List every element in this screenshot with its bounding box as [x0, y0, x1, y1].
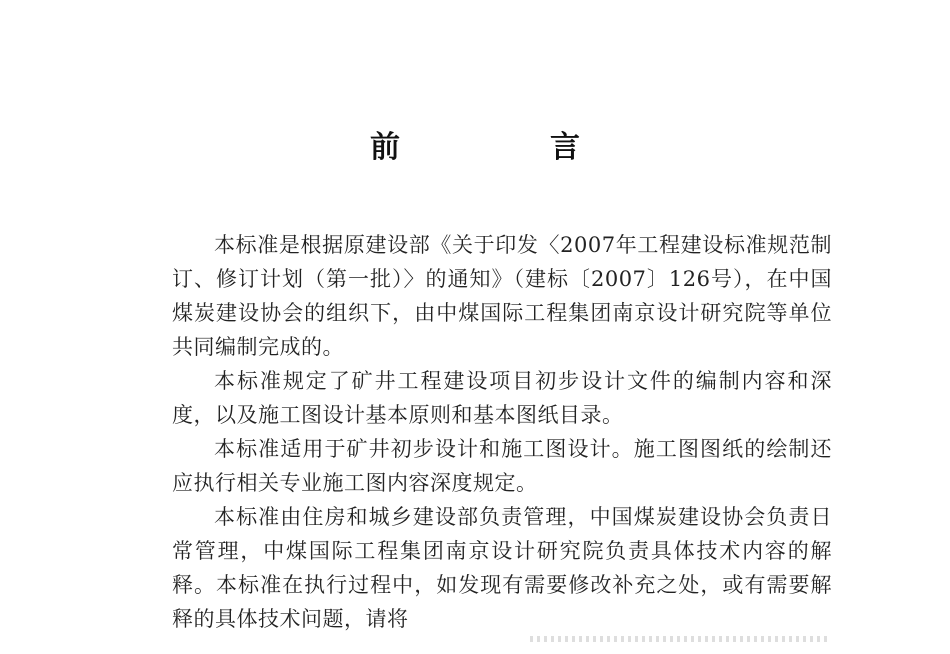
paragraph-truncated: 本标准由住房和城乡建设部负责管理，中国煤炭建设协会负责日常管理，中煤国际工程集团南京设计研究院负责具体技术内容的解释。本标准在执行过程中，如发现有需要修改补充之处，或有需要解释的具体技术问题，请将 [172, 505, 832, 631]
scan-artifact-strip [530, 636, 830, 642]
page-title: 前 言 [370, 130, 640, 165]
paragraph: 本标准是根据原建设部《关于印发〈2007年工程建设标准规范制订、修订计划（第一批）〉的通知》（建标〔2007〕126号），在中国煤炭建设协会的组织下，由中煤国际工程集团南京设计研究院等单位共同编制完成的。 [172, 233, 832, 359]
body-text [172, 228, 832, 636]
paragraph: 本标准适用于矿井初步设计和施工图设计。施工图图纸的绘制还应执行相关专业施工图内容深度规定。 [172, 437, 832, 495]
paragraph: 本标准规定了矿井工程建设项目初步设计文件的编制内容和深度，以及施工图设计基本原则和基本图纸目录。 [172, 369, 832, 427]
